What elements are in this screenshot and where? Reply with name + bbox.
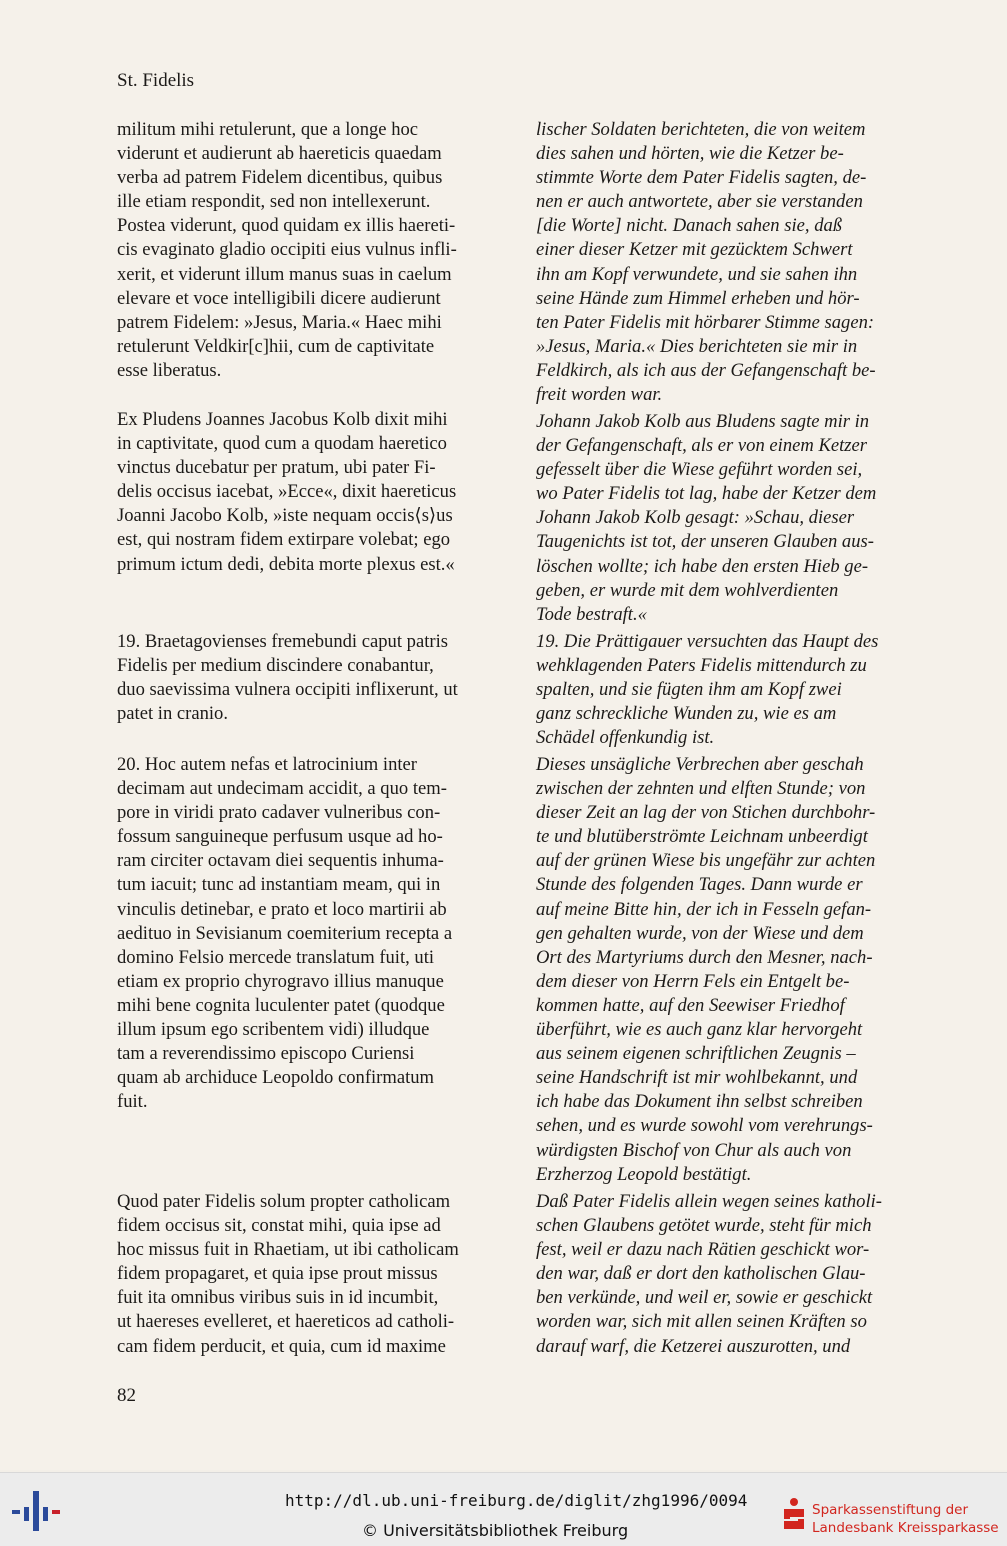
latin-paragraph-2: Ex Pludens Joannes Jacobus Kolb dixit mihi in captivitate, quod cum a quodam haeretico vinctus ducebatur per pratum, ubi pater Fi- delis occisus iacebat, »Ecce«, dixit haereticus Joanni Jacobo Kolb, »iste nequam occis⟨s⟩us est, qui nostram fidem extirpare volebat; ego primum ictum dedi, debita morte plexus est.«	[117, 409, 457, 575]
german-paragraph-2: Johann Jakob Kolb aus Bludens sagte mir in der Gefangenschaft, als er von einem Ketzer gefesselt über die Wiese geführt worden sei, wo Pater Fidelis tot lag, habe der Ketzer dem Johann Jakob Kolb gesagt: »Schau, dieser Taugenichts ist tot, der unseren Glauben aus- löschen wollte; ich habe den ersten Hieb ge- geben, er wurde mit dem wohlverdienten Tode bestraft.«	[536, 411, 877, 625]
german-paragraph-3: 19. Die Prättigauer versuchten das Haupt des wehklagenden Paters Fidelis mittendurch zu spalten, und sie fügten ihm am Kopf zwei ganz schreckliche Wunden zu, wie es am Schädel offenkundig ist.	[536, 631, 879, 749]
document-url-link[interactable]: http://dl.ub.uni-freiburg.de/diglit/zhg1996/0094	[285, 1491, 748, 1510]
running-head: St. Fidelis	[117, 70, 195, 91]
sponsor-text	[812, 1501, 999, 1537]
german-paragraph-5: Daß Pater Fidelis allein wegen seines katholi- schen Glaubens getötet wurde, steht für mich fest, weil er dazu nach Rätien geschickt wor- den war, daß er dort den katholischen Glau- ben verkünde, und weil er, sowie er geschickt worden war, sich mit allen seinen Kräften so darauf warf, die Ketzerei auszurotten, und	[536, 1191, 882, 1357]
ub-freiburg-logo-icon[interactable]	[10, 1487, 62, 1537]
latin-paragraph-1: militum mihi retulerunt, que a longe hoc viderunt et audierunt ab haereticis quaedam verba ad patrem Fidelem dicentibus, quibus ille etiam respondit, sed non intellexerunt. Postea viderunt, quod quidam ex illis haereti- cis evaginato gladio occipiti eius vulnus infli- xerit, et viderunt illum manus suas in caelum elevare et voce intelligibili dicere audierunt patrem Fidelem: »Jesus, Maria.« Haec mihi retulerunt Veldkir[c]hii, cum de captivitate esse liberatus.	[117, 119, 457, 381]
german-paragraph-1: lischer Soldaten berichteten, die von weitem dies sahen und hörten, wie die Ketzer be- stimmte Worte dem Pater Fidelis sagten, de- nen er auch antwortete, aber sie verstanden [die Worte] nicht. Danach sahen sie, daß einer dieser Ketzer mit gezücktem Schwert ihn am Kopf verwundete, und sie sahen ihn seine Hände zum Himmel erheben und hör- ten Pater Fidelis mit hörbarer Stimme sagen: »Jesus, Maria.« Dies berichteten sie mir in Feldkirch, als ich aus der Gefangenschaft be- freit worden war.	[536, 119, 876, 406]
copyright-text: © Universitätsbibliothek Freiburg	[362, 1521, 629, 1540]
german-paragraph-4: Dieses unsägliche Verbrechen aber geschah zwischen der zehnten und elften Stunde; von dieser Zeit an lag der von Stichen durchbohr- te und blutüberströmte Leichnam unbeerdigt auf der grünen Wiese bis ungefähr zur achten Stunde des folgenden Tages. Dann wurde er auf meine Bitte hin, der ich in Fesseln gefan- gen gehalten wurde, von der Wiese und dem Ort des Martyriums durch den Mesner, nach- dem dieser von Herrn Fels ein Entgelt be- kommen hatte, auf den Seewiser Friedhof überführt, wie es auch ganz klar hervorgeht aus seinem eigenen schriftlichen Zeugnis – seine Handschrift ist mir wohlbekannt, und ich habe das Dokument ihn selbst schreiben sehen, und es wurde sowohl vom verehrungs- würdigsten Bischof von Chur als auch von Erzherzog Leopold bestätigt.	[536, 754, 876, 1185]
footer-bar	[0, 1472, 1007, 1546]
sponsor-line-2: Landesbank Kreissparkasse	[812, 1520, 999, 1536]
latin-paragraph-4: 20. Hoc autem nefas et latrocinium inter decimam aut undecimam accidit, a quo tem- pore in viridi prato cadaver vulneribus con- fossum sanguineque perfusum usque ad ho- ram circiter octavam diei sequentis inhuma- tum iacuit; tunc ad instantiam meam, qui in vinculis detinebar, e prato et loco martirii ab aedituo in Sevisianum coemiterium recepta a domino Felsio mercede translatum fuit, uti etiam ex proprio chyrogravo illius manuque mihi bene cognita luculenter patet (quodque illum ipsum ego scribentem vidi) illudque tam a reverendissimo episcopo Curiensi quam ab archiduce Leopoldo confirmatum fuit.	[117, 754, 453, 1113]
page-number: 82	[117, 1385, 136, 1406]
latin-paragraph-5: Quod pater Fidelis solum propter catholicam fidem occisus sit, constat mihi, quia ipse ad hoc missus fuit in Rhaetiam, ut ibi catholicam fidem propagaret, et quia ipse prout missus fuit ita omnibus viribus suis in id incumbit, ut haereses evelleret, et haereticos ad catholi- cam fidem perducit, et quia, cum id maxime	[117, 1191, 459, 1357]
sponsor-line-1: Sparkassenstiftung der	[812, 1502, 969, 1518]
latin-paragraph-3: 19. Braetagovienses fremebundi caput patris Fidelis per medium discindere conabantur, duo saevissima vulnera occipiti inflixerunt, ut patet in cranio.	[117, 631, 458, 725]
sparkasse-logo-icon[interactable]	[781, 1497, 807, 1535]
